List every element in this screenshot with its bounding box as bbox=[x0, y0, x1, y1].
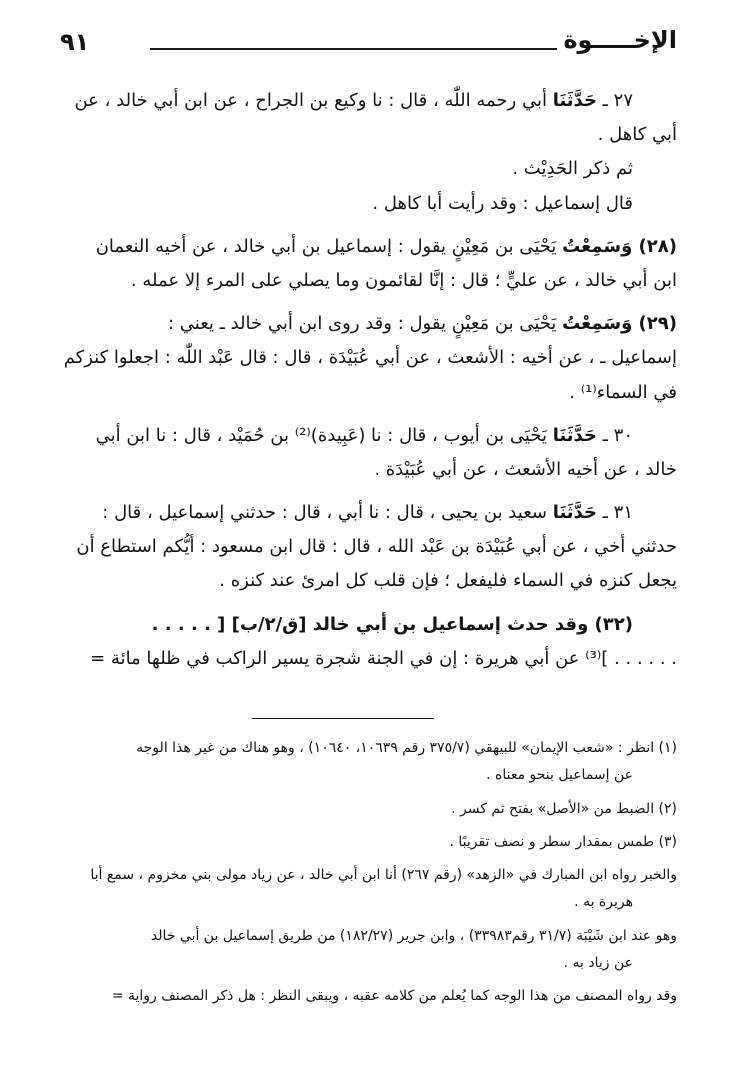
hadith-27 bbox=[58, 84, 677, 221]
narration-verb: حَدَّثَنَا bbox=[552, 502, 597, 524]
hadith-text: أبي رحمه اللّٰه ، قال : نا وكيع بن الجراح ، عن ابن أبي خالد ، عن bbox=[74, 90, 553, 111]
hadith-27-intro bbox=[74, 90, 677, 111]
hadith-text: يَحْيَى بن مَعِيْنٍ يقول : إسماعيل بن أبي خالد ، عن أخيه النعمان bbox=[95, 235, 563, 257]
narration-verb: حَدَّثَنَا bbox=[552, 424, 597, 446]
footnote-text: هريرة به . bbox=[574, 894, 633, 911]
running-title: الإخـــــوة bbox=[563, 26, 677, 54]
hadith-31-intro bbox=[102, 502, 677, 523]
hadith-number-bold: (٢٩) وَسَمِعْتُ bbox=[562, 313, 677, 335]
footnote-note: وقد رواه المصنف من هذا الوجه كما يُعلم من كلامه عقبه ، ويبقى النظر : هل ذكر المصنف رواية = bbox=[111, 988, 677, 1005]
hadith-text-line: في السماء⁽¹⁾ . bbox=[569, 381, 677, 403]
hadith-text-line: ثم ذكر الحَدِيْث . bbox=[512, 158, 633, 180]
hadith-31 bbox=[58, 496, 677, 599]
hadith-text-line: ابن أبي خالد ، عن عليٍّ ؛ قال : إنَّا لقائمون وما يصلي على المرء إلا عمله . bbox=[130, 269, 677, 291]
hadith-text: يَحْيَى بن مَعِيْنٍ يقول : وقد روى ابن أبي خالد ـ يعني : bbox=[167, 313, 563, 335]
footnote-text: وهو عند ابن شَيْبَة (٣١/٧ رقم٣٣٩٨٣) ، وابن جرير (١٨٢/٢٧) من طريق إسماعيل بن أبي خالد bbox=[150, 927, 677, 944]
hadith-28 bbox=[58, 230, 677, 298]
footnote-text: عن إسماعيل بنحو معناه . bbox=[486, 767, 633, 784]
main-text bbox=[58, 84, 677, 685]
hadith-number-bold: (٣٢) وقد حدث إسماعيل بن أبي خالد [ق/٢/ب] [ . . . . . bbox=[151, 613, 633, 635]
footnote-text: (١) انظر : «شعب الإيمان» للبيهقي (٣٧٥/٧ رقم ١٠٦٣٩، ١٠٦٤٠) ، وهو هناك من غير هذا الوجه bbox=[136, 740, 677, 756]
footnote-text: والخبر رواه ابن المبارك في «الزهد» (رقم ٢٦٧) أنا ابن أبي خالد ، عن زياد مولى بني مخزوم ، سمع أبا bbox=[90, 867, 677, 884]
page-number: ٩١ bbox=[60, 28, 90, 56]
hadith-text-line: . . . . . . ]⁽³⁾ عن أبي هريرة : إن في الجنة شجرة يسير الراكب في ظلها مائة = bbox=[90, 647, 677, 669]
footnote-note bbox=[58, 862, 677, 917]
hadith-text: سعيد بن يحيى ، قال : نا أبي ، قال : حدثني إسماعيل ، قال : bbox=[102, 502, 553, 524]
hadith-30-intro bbox=[96, 425, 677, 446]
hadith-text-line: قال إسماعيل : وقد رأيت أبا كاهل . bbox=[372, 192, 633, 214]
page-header bbox=[60, 28, 677, 68]
hadith-29 bbox=[58, 307, 677, 410]
narration-verb: حَدَّثَنَا bbox=[552, 90, 597, 111]
hadith-number: ٣١ ـ bbox=[596, 502, 633, 524]
hadith-32 bbox=[58, 608, 677, 676]
footnote-3: (٣) طمس بمقدار سطر و نصف تقريبًا . bbox=[449, 833, 677, 850]
header-rule bbox=[150, 48, 557, 50]
footnote-1 bbox=[58, 735, 677, 790]
hadith-text-line: حدثني أخي ، عن أبي عُبَيْدَة بن عَبْد الله ، قال : قال ابن مسعود : أيُّكم استطاع أن bbox=[76, 536, 677, 558]
hadith-30 bbox=[58, 419, 677, 487]
hadith-number: ٣٠ ـ bbox=[596, 424, 633, 446]
hadith-text-line: خالد ، عن أخيه الأشعث ، عن أبي عُبَيْدَة . bbox=[374, 458, 677, 480]
footnote-rule bbox=[252, 718, 434, 719]
hadith-text-line: يجعل كنزه في السماء فليفعل ؛ فإن قلب كل امرئ عند كنزه . bbox=[219, 570, 677, 592]
footnote-text: عن زياد به . bbox=[563, 955, 633, 972]
footnote-note bbox=[58, 923, 677, 978]
hadith-text: يَحْيَى بن أيوب ، قال : نا (عَبِيدة)⁽²⁾ بن حُمَيْد ، قال : نا ابن أبي bbox=[95, 424, 553, 446]
hadith-number: ٢٧ ـ bbox=[596, 90, 633, 111]
footnotes bbox=[58, 735, 677, 1017]
hadith-text-line: إسماعيل ـ ، عن أخيه : الأشعث ، عن أبي عُبَيْدَة ، قال : قال عَبْد اللّٰه : اجعلوا كنزكم bbox=[63, 347, 677, 369]
hadith-number-bold: (٢٨) وَسَمِعْتُ bbox=[562, 235, 677, 257]
hadith-text-line: أبي كاهل . bbox=[597, 124, 677, 146]
footnote-2: (٢) الضبط من «الأصل» بفتح ثم كسر . bbox=[451, 800, 677, 817]
